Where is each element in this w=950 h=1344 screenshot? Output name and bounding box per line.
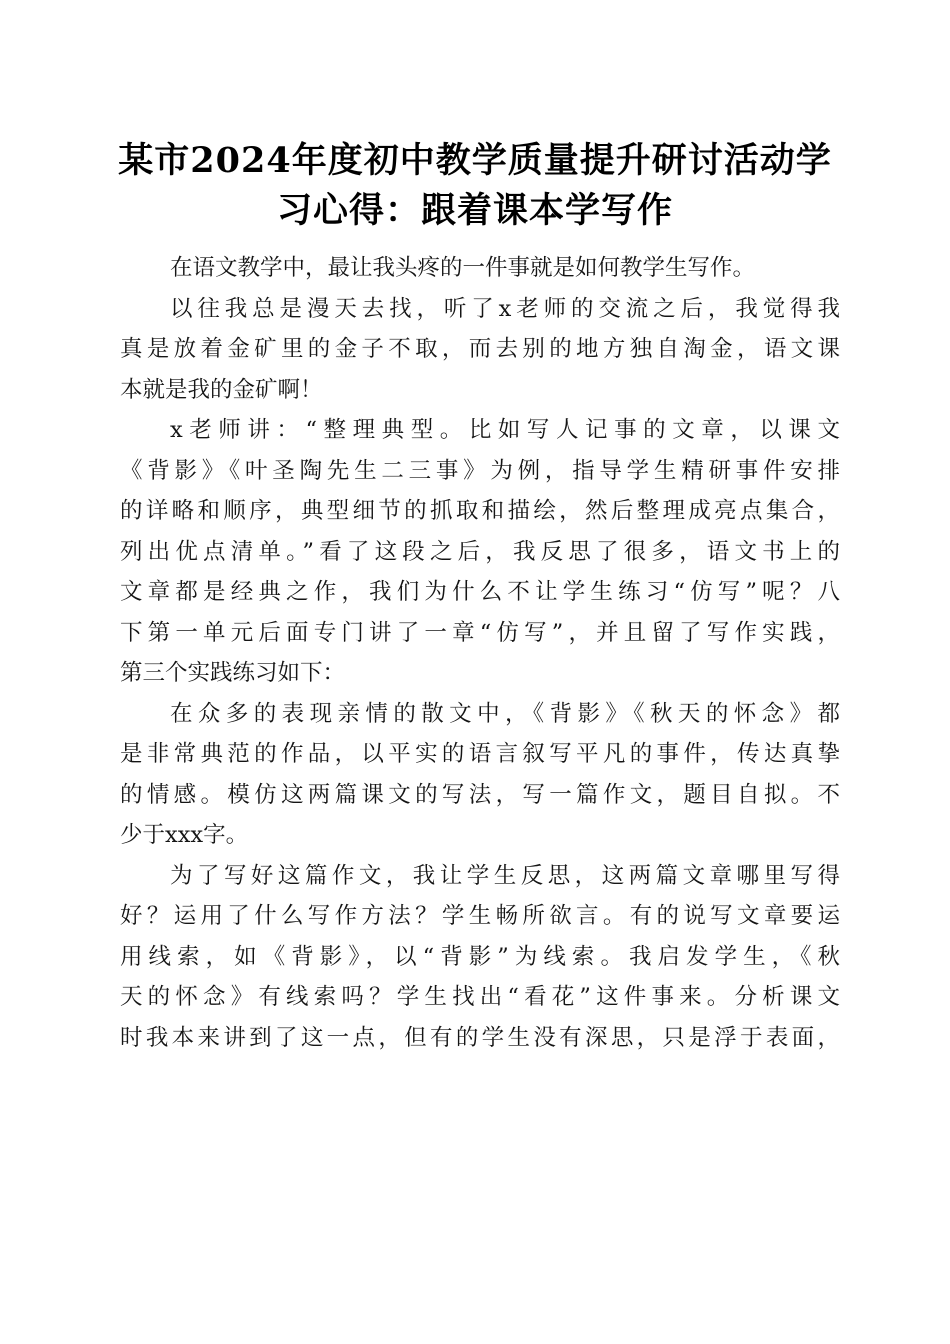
text-line: 的情感。模仿这两篇课文的写法，写一篇作文，题目自拟。不 [120, 781, 840, 808]
text-line: x老师讲：“整理典型。比如写人记事的文章，以课文 [170, 417, 840, 443]
text-line: 天的怀念》有线索吗？学生找出“看花”这件事来。分析课文 [120, 984, 840, 1010]
paragraph-1 [120, 248, 840, 289]
title-line: 某市2024年度初中教学质量提升研讨活动学 [118, 140, 832, 181]
title-line: 习心得：跟着课本学写作 [276, 190, 673, 231]
text-line: 的详略和顺序，典型细节的抓取和描绘，然后整理成亮点集合， [120, 498, 840, 524]
paragraph-3 [120, 410, 840, 694]
text-line: 真是放着金矿里的金子不取，而去别的地方独自淘金，语文课 [120, 336, 840, 362]
page-title [110, 136, 840, 236]
text-line: 列出优点清单。”看了这段之后，我反思了很多，语文书上的 [120, 538, 840, 565]
document-body [120, 248, 840, 1058]
text-line: 时我本来讲到了这一点，但有的学生没有深思，只是浮于表面， [120, 1024, 840, 1051]
text-line: 文章都是经典之作，我们为什么不让学生练习“仿写”呢？八 [120, 579, 840, 605]
paragraph-5 [120, 856, 840, 1059]
text-line: 为了写好这篇作文，我让学生反思，这两篇文章哪里写得 [170, 862, 840, 889]
text-line: 好？运用了什么写作方法？学生畅所欲言。有的说写文章要运 [120, 903, 840, 929]
text-line: 本就是我的金矿啊！ [120, 376, 323, 403]
text-line: 用线索，如《背影》，以“背影”为线索。我启发学生，《秋 [120, 943, 840, 970]
text-line: 以往我总是漫天去找，听了x老师的交流之后，我觉得我 [170, 295, 840, 322]
text-line: 第三个实践练习如下： [120, 660, 346, 686]
text-line: 《背影》《叶圣陶先生二三事》为例，指导学生精研事件安排 [120, 457, 840, 484]
text-line: 在语文教学中，最让我头疼的一件事就是如何教学生写作。 [170, 255, 756, 281]
paragraph-2 [120, 289, 840, 411]
text-line: 是非常典范的作品，以平实的语言叙写平凡的事件，传达真挚 [120, 741, 840, 767]
paragraph-4 [120, 694, 840, 856]
text-line: 在众多的表现亲情的散文中，《背影》《秋天的怀念》都 [170, 700, 840, 727]
text-line: 少于xxx字。 [120, 822, 249, 848]
text-line: 下第一单元后面专门讲了一章“仿写”，并且留了写作实践， [120, 619, 840, 646]
